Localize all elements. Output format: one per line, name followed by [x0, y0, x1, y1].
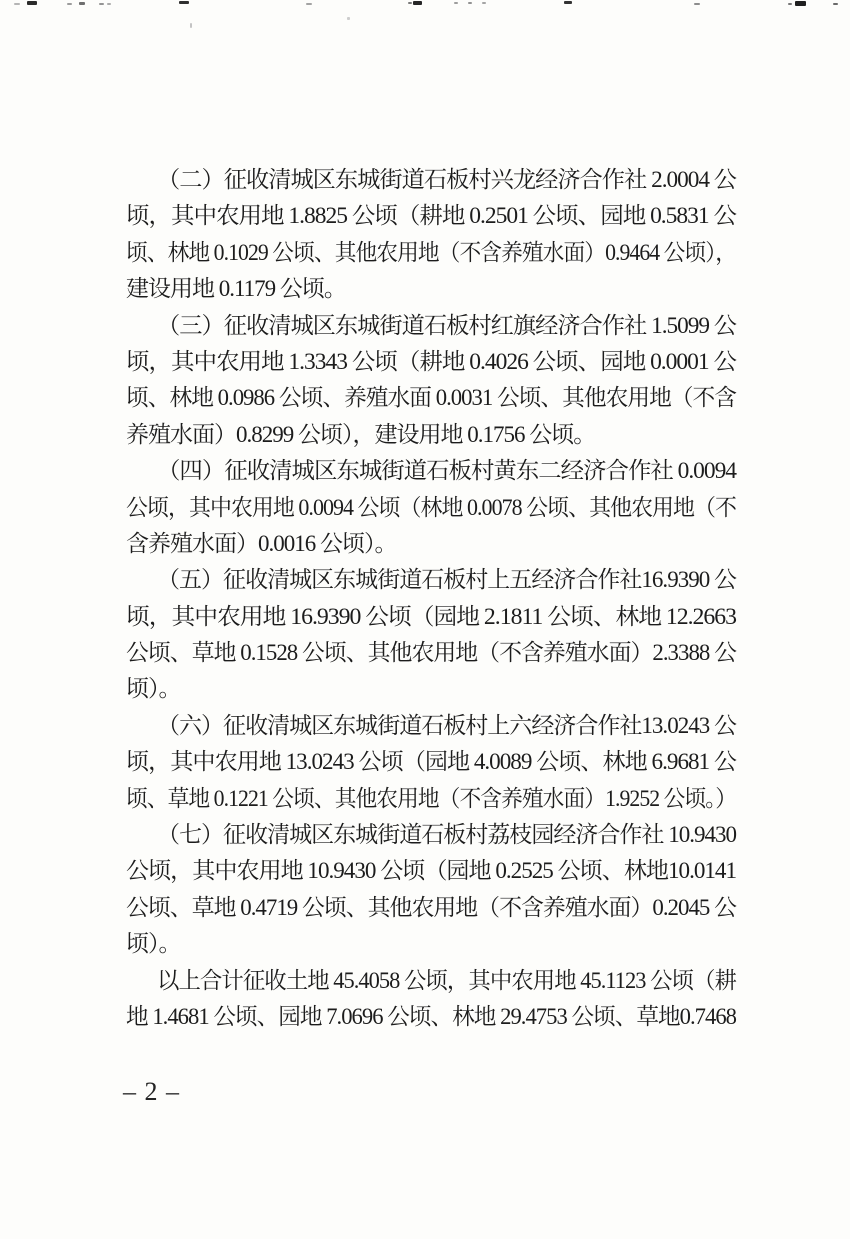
text-line: [126, 853, 736, 889]
text-line-content: 顷，其中农用地 1.8825 公顷（耕地 0.2501 公顷、园地 0.5831 公: [126, 203, 736, 229]
scan-artifact: [833, 3, 838, 5]
scan-artifact: [107, 3, 111, 5]
scan-artifact: [79, 2, 85, 5]
scan-artifact: [27, 1, 37, 5]
text-line: [126, 599, 736, 635]
text-line-content: 公顷，其中农用地 10.9430 公顷（园地 0.2525 公顷、林地10.0141: [126, 858, 736, 884]
scan-artifact: [67, 3, 72, 5]
text-line: [126, 198, 736, 234]
text-line-content: （三）征收清城区东城街道石板村红旗经济合作社 1.5099 公: [157, 312, 736, 338]
text-line-content: 公顷、草地 0.4719 公顷、其他农用地（不含养殖水面）0.2045 公: [126, 894, 736, 920]
scan-artifact: [468, 2, 472, 4]
text-line: [126, 635, 736, 671]
paragraph-item-6: [126, 708, 736, 817]
text-line-content: 顷）。: [126, 931, 181, 957]
scan-artifact: [190, 23, 192, 28]
scan-artifact: [795, 1, 806, 6]
text-line: [126, 526, 736, 562]
text-line-content: （二）征收清城区东城街道石板村兴龙经济合作社 2.0004 公: [157, 167, 736, 192]
text-line-content: 含养殖水面）0.0016 公顷）。: [126, 530, 397, 556]
scan-artifact: [14, 3, 20, 5]
paragraph-total: [126, 963, 736, 1036]
text-line: [126, 162, 736, 198]
scan-artifact: [99, 3, 104, 5]
text-line: [126, 817, 736, 853]
text-line-content: 地 1.4681 公顷、园地 7.0696 公顷、林地 29.4753 公顷、草地0.7468: [126, 1003, 736, 1029]
text-line-content: 公顷，其中农用地 0.0094 公顷（林地 0.0078 公顷、其他农用地（不: [126, 494, 736, 520]
scan-artifact: [306, 3, 312, 5]
paragraph-item-4: [126, 453, 736, 562]
text-line-content: 顷、林地 0.0986 公顷、养殖水面 0.0031 公顷、其他农用地（不含: [126, 385, 736, 411]
scan-artifact: [408, 2, 412, 4]
text-line: [126, 781, 736, 817]
text-line-content: （六）征收清城区东城街道石板村上六经济合作社13.0243 公: [157, 712, 736, 738]
text-line-content: 顷，其中农用地 13.0243 公顷（园地 4.0089 公顷、林地 6.9681 公: [126, 749, 736, 775]
text-line: [126, 308, 736, 344]
text-line: [126, 708, 736, 744]
text-line-content: （五）征收清城区东城街道石板村上五经济合作社16.9390 公: [157, 567, 736, 593]
paragraph-item-5: [126, 562, 736, 708]
scan-artifact: [694, 3, 700, 5]
text-line-content: 顷、草地 0.1221 公顷、其他农用地（不含养殖水面）1.9252 公顷。）: [126, 785, 736, 811]
scan-artifact: [564, 1, 572, 4]
text-line: [126, 453, 736, 489]
text-line: [126, 963, 736, 999]
text-line: [126, 417, 736, 453]
text-line-content: （四）征收清城区东城街道石板村黄东二经济合作社 0.0094: [157, 458, 736, 484]
page-number: – 2 –: [123, 1077, 180, 1106]
text-line: [126, 380, 736, 416]
text-line-content: 顷、林地 0.1029 公顷、其他农用地（不含养殖水面）0.9464 公顷），: [126, 239, 736, 265]
text-line: [126, 744, 736, 780]
text-line-content: （七）征收清城区东城街道石板村荔枝园经济合作社 10.9430: [157, 822, 736, 848]
paragraph-item-2: [126, 162, 736, 308]
scan-artifact: [454, 2, 458, 4]
text-line: [126, 562, 736, 598]
text-line: [126, 999, 736, 1035]
text-line-content: 顷，其中农用地 1.3343 公顷（耕地 0.4026 公顷、园地 0.0001 公: [126, 348, 736, 374]
text-line-content: 建设用地 0.1179 公顷。: [126, 276, 346, 302]
text-line: [126, 890, 736, 926]
text-line-content: 养殖水面）0.8299 公顷），建设用地 0.1756 公顷。: [126, 421, 596, 447]
text-line: [126, 271, 736, 307]
scan-artifact: [413, 1, 422, 5]
text-line: [126, 490, 736, 526]
document-body: [126, 162, 736, 1035]
text-line: [126, 235, 736, 271]
text-line-content: 顷）。: [126, 676, 181, 702]
text-line-content: 顷，其中农用地 16.9390 公顷（园地 2.1811 公顷、林地 12.2663: [126, 603, 736, 629]
scan-artifact: [788, 3, 792, 5]
text-line-content: 以上合计征收土地 45.4058 公顷，其中农用地 45.1123 公顷（耕: [157, 967, 736, 993]
text-line: [126, 671, 736, 707]
scan-artifact: [482, 2, 486, 4]
scan-artifact: [347, 17, 350, 20]
scan-artifact: [179, 1, 189, 4]
text-line: [126, 344, 736, 380]
paragraph-item-7: [126, 817, 736, 963]
paragraph-item-3: [126, 308, 736, 454]
text-line-content: 公顷、草地 0.1528 公顷、其他农用地（不含养殖水面）2.3388 公: [126, 640, 736, 666]
text-line: [126, 926, 736, 962]
